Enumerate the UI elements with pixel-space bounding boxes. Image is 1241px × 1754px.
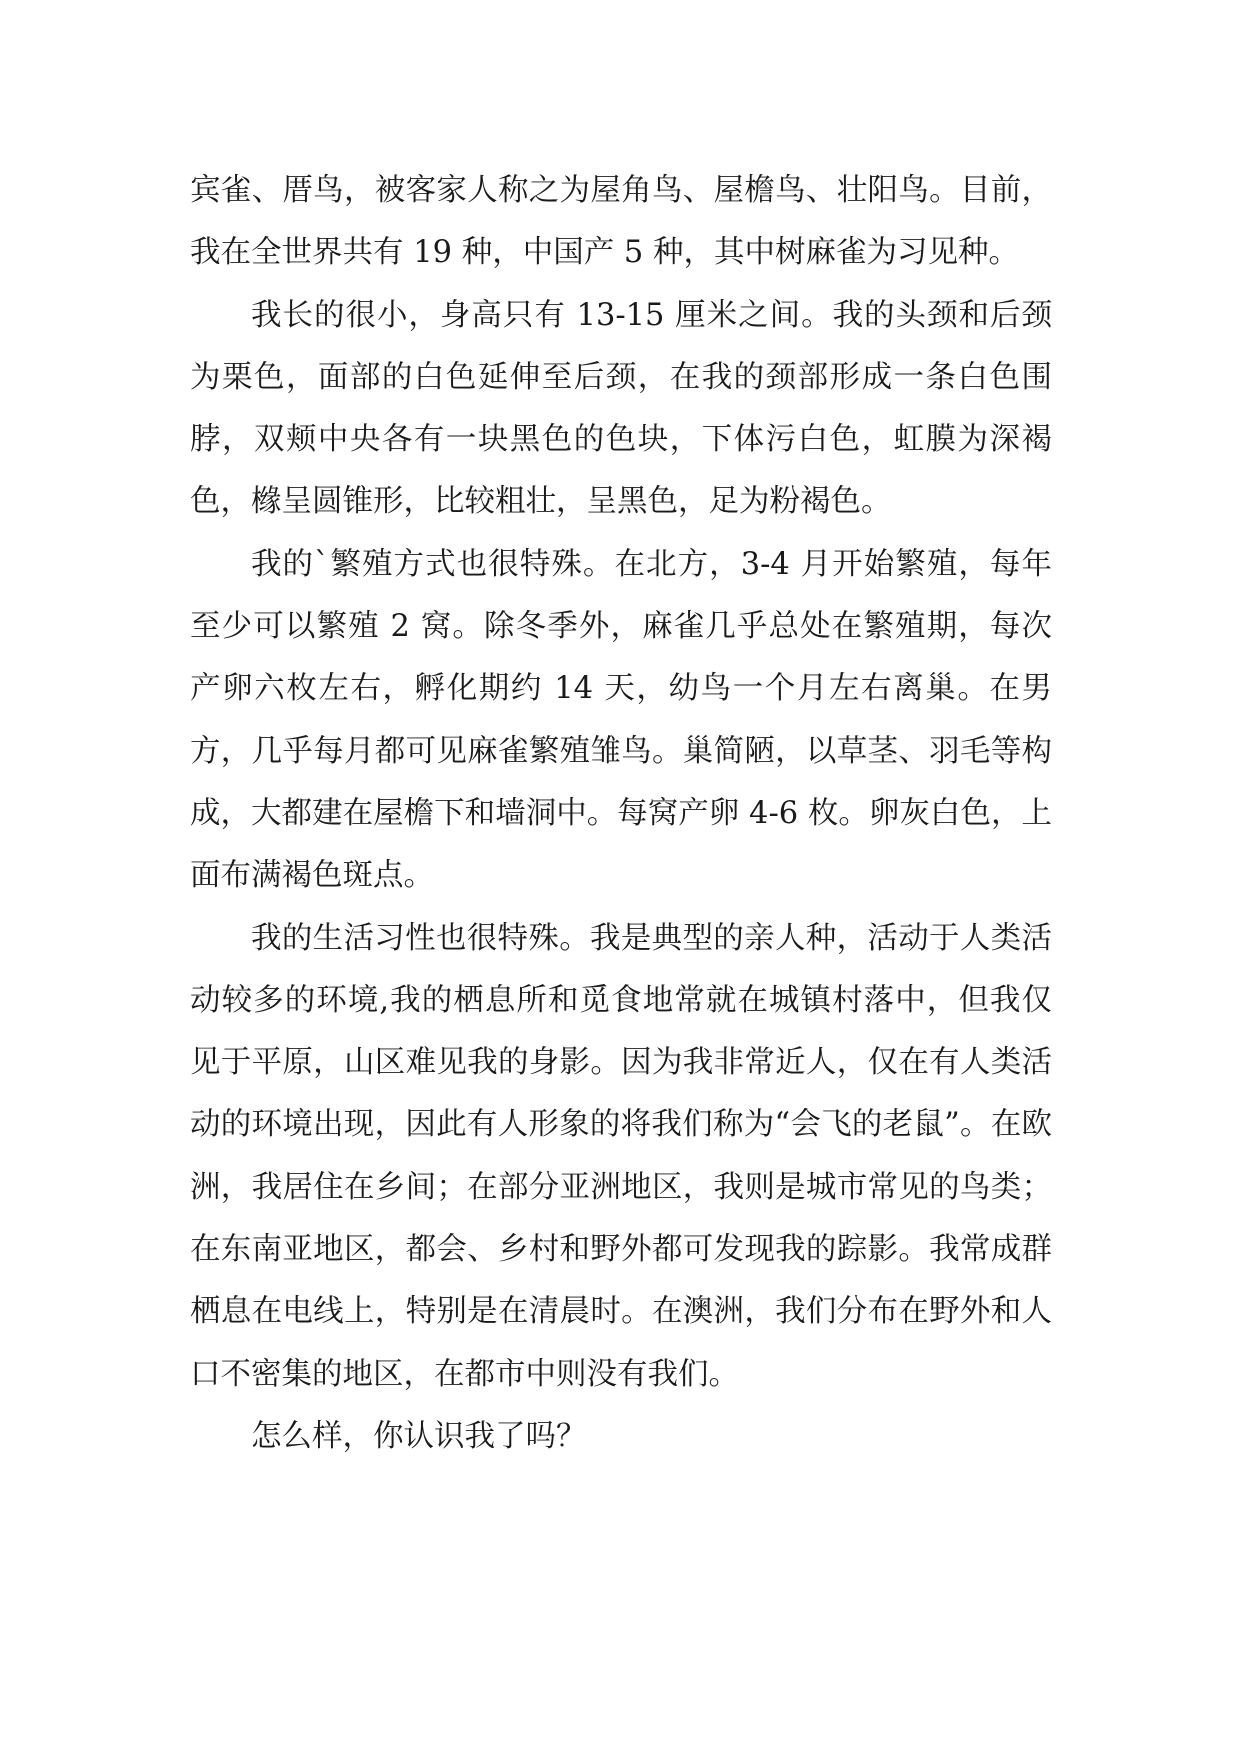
paragraph-continuation: 宾雀、厝鸟，被客家人称之为屋角鸟、屋檐鸟、壮阳鸟。目前，我在全世界共有 19 种，中国产 5 种，其中树麻雀为习见种。 — [190, 173, 1052, 271]
body-text — [190, 160, 1052, 1468]
paragraph-closing-question: 怎么样，你认识我了吗？ — [251, 1418, 587, 1454]
paragraph-breeding: 我的`繁殖方式也很特殊。在北方，3-4 月开始繁殖，每年至少可以繁殖 2 窝。除冬季外，麻雀几乎总处在繁殖期，每次产卵六枚左右，孵化期约 14 天，幼鸟一个月左右离巢。在男方，几乎每月都可见麻雀繁殖雏鸟。巢简陋，以草茎、羽毛等构成，大都建在屋檐下和墙洞中。每窝产卵 4-6 枚。卵灰白色，上面布满褐色斑点。 — [190, 546, 1052, 894]
paragraph-habits: 我的生活习性也很特殊。我是典型的亲人种，活动于人类活动较多的环境,我的栖息所和觅食地常就在城镇村落中，但我仅见于平原，山区难见我的身影。因为我非常近人，仅在有人类活动的环境出现，因此有人形象的将我们称为“会飞的老鼠”。在欧洲，我居住在乡间；在部分亚洲地区，我则是城市常见的鸟类；在东南亚地区，都会、乡村和野外都可发现我的踪影。我常成群栖息在电线上，特别是在清晨时。在澳洲，我们分布在野外和人口不密集的地区，在都市中则没有我们。 — [190, 920, 1052, 1392]
paragraph-size-description: 我长的很小，身高只有 13-15 厘米之间。我的头颈和后颈为栗色，面部的白色延伸至后颈，在我的颈部形成一条白色围脖，双颊中央各有一块黑色的色块，下体污白色，虹膜为深褐色，橼呈圆锥形，比较粗壮，呈黑色，足为粉褐色。 — [190, 297, 1052, 520]
